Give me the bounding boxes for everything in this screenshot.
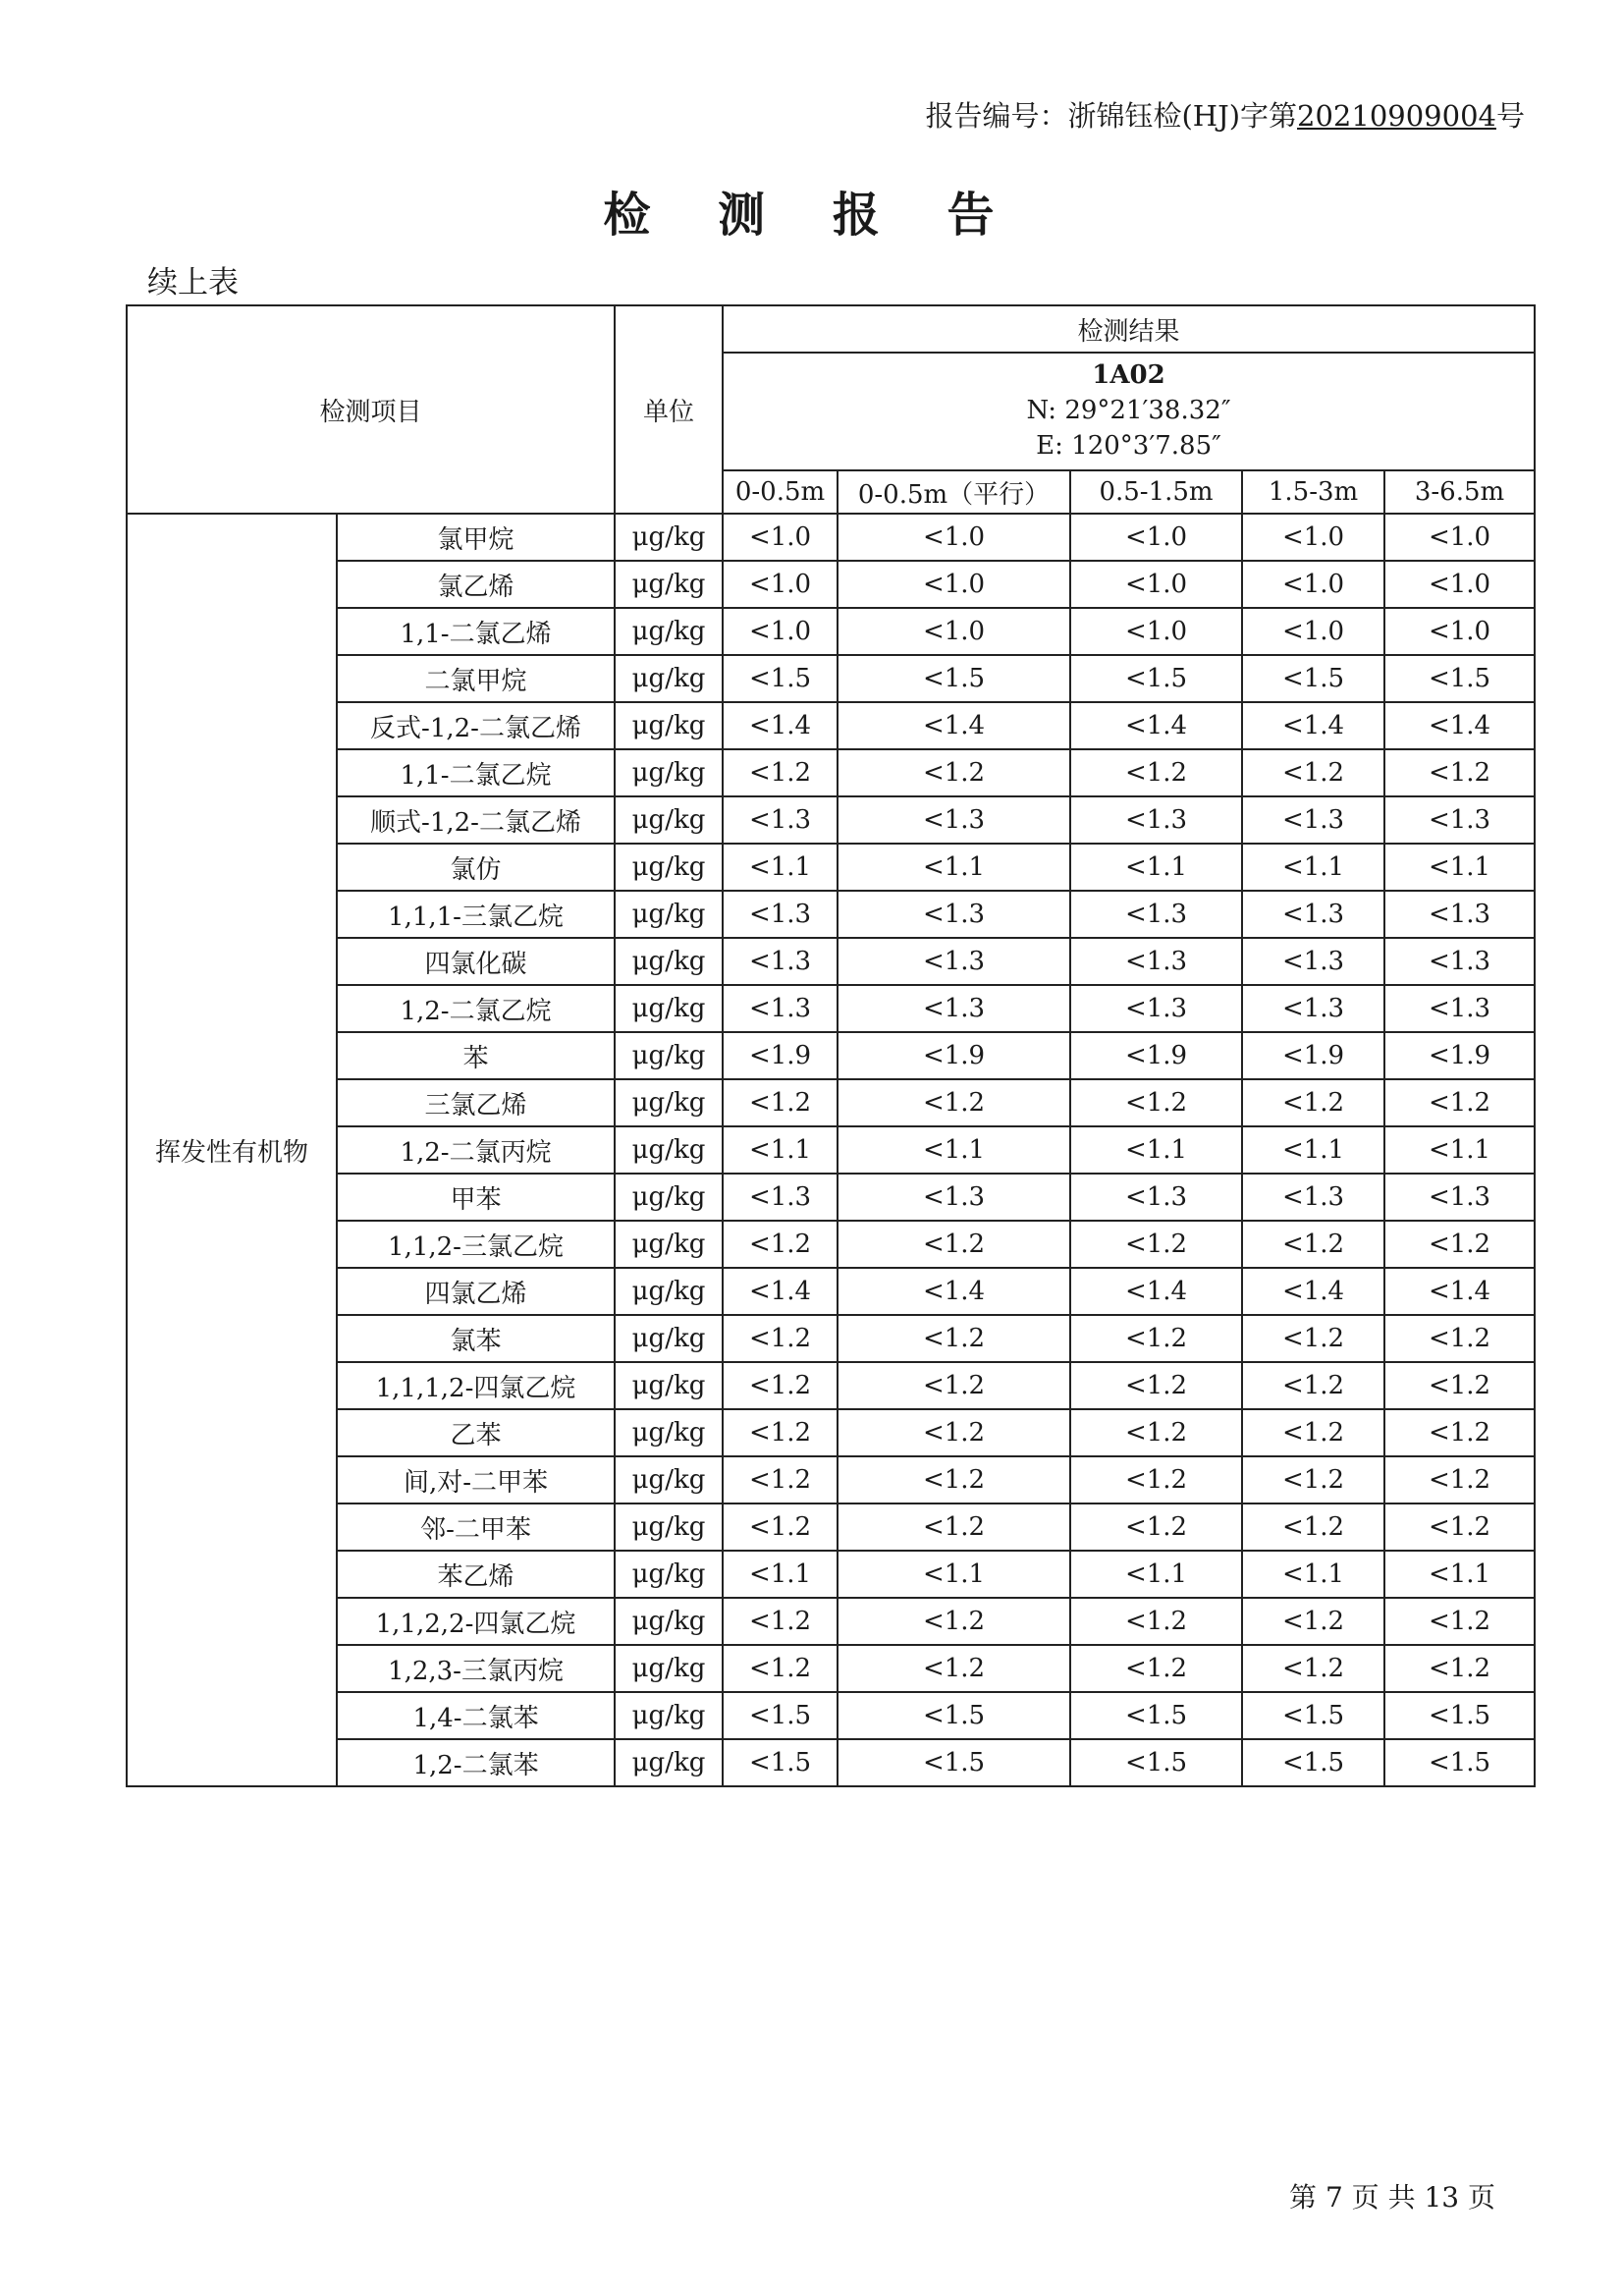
result-value: <1.2 bbox=[1242, 1503, 1384, 1551]
result-value: <1.2 bbox=[1242, 1079, 1384, 1126]
result-value: <1.0 bbox=[723, 608, 838, 655]
result-value: <1.5 bbox=[1070, 655, 1242, 702]
result-value: <1.3 bbox=[1384, 938, 1535, 985]
header-depth: 3-6.5m bbox=[1384, 470, 1535, 514]
header-depth: 1.5-3m bbox=[1242, 470, 1384, 514]
result-value: <1.2 bbox=[1070, 1645, 1242, 1692]
unit-cell: μg/kg bbox=[615, 1551, 723, 1598]
result-value: <1.5 bbox=[838, 1692, 1070, 1739]
analyte-name: 1,1-二氯乙烷 bbox=[337, 749, 615, 796]
results-table bbox=[126, 304, 1536, 1787]
continued-label: 续上表 bbox=[147, 265, 239, 301]
result-value: <1.2 bbox=[723, 1315, 838, 1362]
result-value: <1.2 bbox=[1242, 1409, 1384, 1456]
table-row bbox=[127, 938, 1535, 985]
result-value: <1.0 bbox=[723, 561, 838, 608]
category-cell: 挥发性有机物 bbox=[127, 514, 337, 1786]
table-row bbox=[127, 1268, 1535, 1315]
result-value: <1.0 bbox=[1070, 561, 1242, 608]
result-value: <1.2 bbox=[1070, 1409, 1242, 1456]
result-value: <1.3 bbox=[723, 938, 838, 985]
analyte-name: 反式-1,2-二氯乙烯 bbox=[337, 702, 615, 749]
result-value: <1.5 bbox=[723, 1739, 838, 1786]
result-value: <1.2 bbox=[1242, 1456, 1384, 1503]
report-number-value: 20210909004 bbox=[1297, 99, 1496, 133]
result-value: <1.1 bbox=[1242, 1126, 1384, 1174]
unit-cell: μg/kg bbox=[615, 938, 723, 985]
result-value: <1.2 bbox=[1242, 1362, 1384, 1409]
result-value: <1.0 bbox=[1384, 514, 1535, 561]
unit-cell: μg/kg bbox=[615, 1315, 723, 1362]
result-value: <1.3 bbox=[1070, 938, 1242, 985]
result-value: <1.2 bbox=[1242, 1598, 1384, 1645]
result-value: <1.3 bbox=[1242, 891, 1384, 938]
table-row bbox=[127, 1739, 1535, 1786]
result-value: <1.2 bbox=[1384, 1409, 1535, 1456]
result-value: <1.2 bbox=[723, 1221, 838, 1268]
analyte-name: 甲苯 bbox=[337, 1174, 615, 1221]
result-value: <1.9 bbox=[723, 1032, 838, 1079]
result-value: <1.3 bbox=[1242, 1174, 1384, 1221]
result-value: <1.5 bbox=[1384, 655, 1535, 702]
result-value: <1.1 bbox=[838, 1126, 1070, 1174]
sampling-point-latitude: N: 29°21′38.32″ bbox=[1026, 396, 1231, 426]
result-value: <1.4 bbox=[1242, 1268, 1384, 1315]
result-value: <1.3 bbox=[723, 985, 838, 1032]
result-value: <1.3 bbox=[723, 1174, 838, 1221]
page-number: 第 7 页 共 13 页 bbox=[1289, 2181, 1495, 2214]
results-body bbox=[127, 514, 1535, 1786]
analyte-name: 氯乙烯 bbox=[337, 561, 615, 608]
header-depth: 0.5-1.5m bbox=[1070, 470, 1242, 514]
result-value: <1.4 bbox=[1070, 702, 1242, 749]
result-value: <1.1 bbox=[1070, 844, 1242, 891]
result-value: <1.2 bbox=[838, 1315, 1070, 1362]
result-value: <1.1 bbox=[1384, 1126, 1535, 1174]
result-value: <1.2 bbox=[1384, 1362, 1535, 1409]
analyte-name: 1,2-二氯乙烷 bbox=[337, 985, 615, 1032]
result-value: <1.4 bbox=[1070, 1268, 1242, 1315]
result-value: <1.3 bbox=[1384, 891, 1535, 938]
result-value: <1.4 bbox=[838, 702, 1070, 749]
result-value: <1.0 bbox=[1242, 514, 1384, 561]
unit-cell: μg/kg bbox=[615, 985, 723, 1032]
table-row bbox=[127, 891, 1535, 938]
analyte-name: 邻-二甲苯 bbox=[337, 1503, 615, 1551]
result-value: <1.3 bbox=[1242, 938, 1384, 985]
unit-cell: μg/kg bbox=[615, 702, 723, 749]
unit-cell: μg/kg bbox=[615, 561, 723, 608]
table-row bbox=[127, 1598, 1535, 1645]
unit-cell: μg/kg bbox=[615, 1645, 723, 1692]
result-value: <1.2 bbox=[1070, 1079, 1242, 1126]
analyte-name: 氯甲烷 bbox=[337, 514, 615, 561]
result-value: <1.3 bbox=[1242, 985, 1384, 1032]
analyte-name: 乙苯 bbox=[337, 1409, 615, 1456]
table-row bbox=[127, 985, 1535, 1032]
result-value: <1.5 bbox=[1242, 655, 1384, 702]
result-value: <1.4 bbox=[1242, 702, 1384, 749]
result-value: <1.9 bbox=[838, 1032, 1070, 1079]
result-value: <1.2 bbox=[723, 1598, 838, 1645]
result-value: <1.3 bbox=[1070, 1174, 1242, 1221]
analyte-name: 1,1,1,2-四氯乙烷 bbox=[337, 1362, 615, 1409]
unit-cell: μg/kg bbox=[615, 1362, 723, 1409]
result-value: <1.2 bbox=[838, 1503, 1070, 1551]
result-value: <1.2 bbox=[1384, 1315, 1535, 1362]
analyte-name: 四氯乙烯 bbox=[337, 1268, 615, 1315]
result-value: <1.3 bbox=[723, 796, 838, 844]
result-value: <1.2 bbox=[838, 1645, 1070, 1692]
unit-cell: μg/kg bbox=[615, 1598, 723, 1645]
unit-cell: μg/kg bbox=[615, 1221, 723, 1268]
result-value: <1.5 bbox=[1242, 1739, 1384, 1786]
unit-cell: μg/kg bbox=[615, 1126, 723, 1174]
analyte-name: 二氯甲烷 bbox=[337, 655, 615, 702]
result-value: <1.1 bbox=[723, 844, 838, 891]
result-value: <1.0 bbox=[838, 561, 1070, 608]
unit-cell: μg/kg bbox=[615, 1503, 723, 1551]
result-value: <1.1 bbox=[1384, 844, 1535, 891]
result-value: <1.2 bbox=[1242, 1315, 1384, 1362]
result-value: <1.5 bbox=[723, 655, 838, 702]
result-value: <1.5 bbox=[838, 1739, 1070, 1786]
result-value: <1.2 bbox=[1070, 1315, 1242, 1362]
unit-cell: μg/kg bbox=[615, 1739, 723, 1786]
header-results: 检测结果 bbox=[723, 305, 1535, 353]
result-value: <1.2 bbox=[838, 749, 1070, 796]
result-value: <1.2 bbox=[1384, 1456, 1535, 1503]
result-value: <1.2 bbox=[723, 1503, 838, 1551]
result-value: <1.4 bbox=[723, 702, 838, 749]
result-value: <1.1 bbox=[1070, 1126, 1242, 1174]
result-value: <1.1 bbox=[838, 844, 1070, 891]
table-row bbox=[127, 1456, 1535, 1503]
analyte-name: 氯仿 bbox=[337, 844, 615, 891]
result-value: <1.2 bbox=[723, 1409, 838, 1456]
result-value: <1.5 bbox=[1384, 1739, 1535, 1786]
table-row bbox=[127, 608, 1535, 655]
table-row bbox=[127, 1032, 1535, 1079]
page-title: 检 测 报 告 bbox=[603, 188, 1020, 243]
result-value: <1.3 bbox=[838, 796, 1070, 844]
result-value: <1.2 bbox=[723, 1362, 838, 1409]
analyte-name: 1,2,3-三氯丙烷 bbox=[337, 1645, 615, 1692]
analyte-name: 1,2-二氯丙烷 bbox=[337, 1126, 615, 1174]
result-value: <1.3 bbox=[838, 985, 1070, 1032]
result-value: <1.2 bbox=[838, 1221, 1070, 1268]
result-value: <1.2 bbox=[1242, 749, 1384, 796]
sampling-point-id: 1A02 bbox=[1092, 360, 1165, 391]
result-value: <1.5 bbox=[838, 655, 1070, 702]
table-row bbox=[127, 1362, 1535, 1409]
result-value: <1.3 bbox=[1070, 796, 1242, 844]
unit-cell: μg/kg bbox=[615, 1456, 723, 1503]
table-row bbox=[127, 749, 1535, 796]
result-value: <1.5 bbox=[1384, 1692, 1535, 1739]
result-value: <1.3 bbox=[1070, 891, 1242, 938]
result-value: <1.3 bbox=[1242, 796, 1384, 844]
result-value: <1.9 bbox=[1384, 1032, 1535, 1079]
result-value: <1.5 bbox=[1242, 1692, 1384, 1739]
unit-cell: μg/kg bbox=[615, 608, 723, 655]
unit-cell: μg/kg bbox=[615, 1079, 723, 1126]
header-depth: 0-0.5m bbox=[723, 470, 838, 514]
unit-cell: μg/kg bbox=[615, 844, 723, 891]
result-value: <1.2 bbox=[1242, 1645, 1384, 1692]
analyte-name: 三氯乙烯 bbox=[337, 1079, 615, 1126]
result-value: <1.5 bbox=[723, 1692, 838, 1739]
result-value: <1.2 bbox=[1070, 1221, 1242, 1268]
header-test-item: 检测项目 bbox=[127, 305, 615, 514]
result-value: <1.0 bbox=[1070, 514, 1242, 561]
result-value: <1.2 bbox=[1070, 749, 1242, 796]
result-value: <1.1 bbox=[1242, 1551, 1384, 1598]
unit-cell: μg/kg bbox=[615, 1268, 723, 1315]
unit-cell: μg/kg bbox=[615, 1692, 723, 1739]
result-value: <1.9 bbox=[1070, 1032, 1242, 1079]
result-value: <1.4 bbox=[1384, 702, 1535, 749]
table-row bbox=[127, 702, 1535, 749]
unit-cell: μg/kg bbox=[615, 1409, 723, 1456]
report-number-suffix: 号 bbox=[1495, 99, 1525, 133]
header-sampling-point bbox=[723, 353, 1535, 470]
result-value: <1.0 bbox=[1070, 608, 1242, 655]
result-value: <1.1 bbox=[1070, 1551, 1242, 1598]
result-value: <1.2 bbox=[723, 1645, 838, 1692]
result-value: <1.3 bbox=[1384, 796, 1535, 844]
result-value: <1.2 bbox=[1242, 1221, 1384, 1268]
result-value: <1.2 bbox=[1070, 1503, 1242, 1551]
result-value: <1.1 bbox=[1242, 844, 1384, 891]
result-value: <1.2 bbox=[1384, 1503, 1535, 1551]
result-value: <1.1 bbox=[723, 1551, 838, 1598]
table-row bbox=[127, 1221, 1535, 1268]
result-value: <1.4 bbox=[1384, 1268, 1535, 1315]
result-value: <1.0 bbox=[838, 608, 1070, 655]
analyte-name: 顺式-1,2-二氯乙烯 bbox=[337, 796, 615, 844]
analyte-name: 1,1,2-三氯乙烷 bbox=[337, 1221, 615, 1268]
result-value: <1.3 bbox=[838, 1174, 1070, 1221]
report-number-line bbox=[925, 94, 1525, 135]
result-value: <1.2 bbox=[723, 1456, 838, 1503]
analyte-name: 苯 bbox=[337, 1032, 615, 1079]
analyte-name: 四氯化碳 bbox=[337, 938, 615, 985]
result-value: <1.1 bbox=[723, 1126, 838, 1174]
report-number-label: 报告编号：浙锦钰检(HJ)字第 bbox=[925, 99, 1298, 133]
unit-cell: μg/kg bbox=[615, 749, 723, 796]
table-row bbox=[127, 655, 1535, 702]
table-row bbox=[127, 514, 1535, 561]
table-row bbox=[127, 796, 1535, 844]
result-value: <1.3 bbox=[1384, 1174, 1535, 1221]
result-value: <1.3 bbox=[838, 891, 1070, 938]
result-value: <1.3 bbox=[1384, 985, 1535, 1032]
result-value: <1.5 bbox=[1070, 1692, 1242, 1739]
result-value: <1.2 bbox=[1384, 749, 1535, 796]
result-value: <1.2 bbox=[838, 1362, 1070, 1409]
result-value: <1.3 bbox=[838, 938, 1070, 985]
analyte-name: 1,4-二氯苯 bbox=[337, 1692, 615, 1739]
result-value: <1.0 bbox=[1384, 608, 1535, 655]
table-row bbox=[127, 1503, 1535, 1551]
result-value: <1.0 bbox=[1242, 561, 1384, 608]
table-row bbox=[127, 1645, 1535, 1692]
analyte-name: 1,1-二氯乙烯 bbox=[337, 608, 615, 655]
table-row bbox=[127, 844, 1535, 891]
table-row bbox=[127, 561, 1535, 608]
table-row bbox=[127, 1174, 1535, 1221]
result-value: <1.2 bbox=[838, 1456, 1070, 1503]
result-value: <1.4 bbox=[723, 1268, 838, 1315]
result-value: <1.2 bbox=[838, 1598, 1070, 1645]
result-value: <1.2 bbox=[1070, 1362, 1242, 1409]
analyte-name: 1,2-二氯苯 bbox=[337, 1739, 615, 1786]
result-value: <1.4 bbox=[838, 1268, 1070, 1315]
analyte-name: 1,1,2,2-四氯乙烷 bbox=[337, 1598, 615, 1645]
result-value: <1.2 bbox=[723, 1079, 838, 1126]
header-depth: 0-0.5m（平行） bbox=[838, 470, 1070, 514]
unit-cell: μg/kg bbox=[615, 514, 723, 561]
result-value: <1.1 bbox=[1384, 1551, 1535, 1598]
analyte-name: 间,对-二甲苯 bbox=[337, 1456, 615, 1503]
table-row bbox=[127, 1692, 1535, 1739]
result-value: <1.2 bbox=[838, 1079, 1070, 1126]
unit-cell: μg/kg bbox=[615, 1174, 723, 1221]
table-row bbox=[127, 1409, 1535, 1456]
result-value: <1.2 bbox=[838, 1409, 1070, 1456]
result-value: <1.5 bbox=[1070, 1739, 1242, 1786]
table-row bbox=[127, 1126, 1535, 1174]
result-value: <1.2 bbox=[1070, 1598, 1242, 1645]
unit-cell: μg/kg bbox=[615, 796, 723, 844]
result-value: <1.2 bbox=[1384, 1079, 1535, 1126]
result-value: <1.0 bbox=[838, 514, 1070, 561]
unit-cell: μg/kg bbox=[615, 1032, 723, 1079]
result-value: <1.3 bbox=[723, 891, 838, 938]
sampling-point-longitude: E: 120°3′7.85″ bbox=[1036, 430, 1221, 461]
result-value: <1.0 bbox=[1242, 608, 1384, 655]
result-value: <1.2 bbox=[1384, 1645, 1535, 1692]
result-value: <1.1 bbox=[838, 1551, 1070, 1598]
result-value: <1.2 bbox=[1384, 1221, 1535, 1268]
unit-cell: μg/kg bbox=[615, 891, 723, 938]
table-row bbox=[127, 1079, 1535, 1126]
result-value: <1.2 bbox=[1384, 1598, 1535, 1645]
analyte-name: 氯苯 bbox=[337, 1315, 615, 1362]
analyte-name: 苯乙烯 bbox=[337, 1551, 615, 1598]
result-value: <1.3 bbox=[1070, 985, 1242, 1032]
result-value: <1.0 bbox=[1384, 561, 1535, 608]
result-value: <1.0 bbox=[723, 514, 838, 561]
table-row bbox=[127, 1551, 1535, 1598]
analyte-name: 1,1,1-三氯乙烷 bbox=[337, 891, 615, 938]
result-value: <1.2 bbox=[1070, 1456, 1242, 1503]
table-row bbox=[127, 1315, 1535, 1362]
result-value: <1.9 bbox=[1242, 1032, 1384, 1079]
header-unit: 单位 bbox=[615, 305, 723, 514]
result-value: <1.2 bbox=[723, 749, 838, 796]
unit-cell: μg/kg bbox=[615, 655, 723, 702]
